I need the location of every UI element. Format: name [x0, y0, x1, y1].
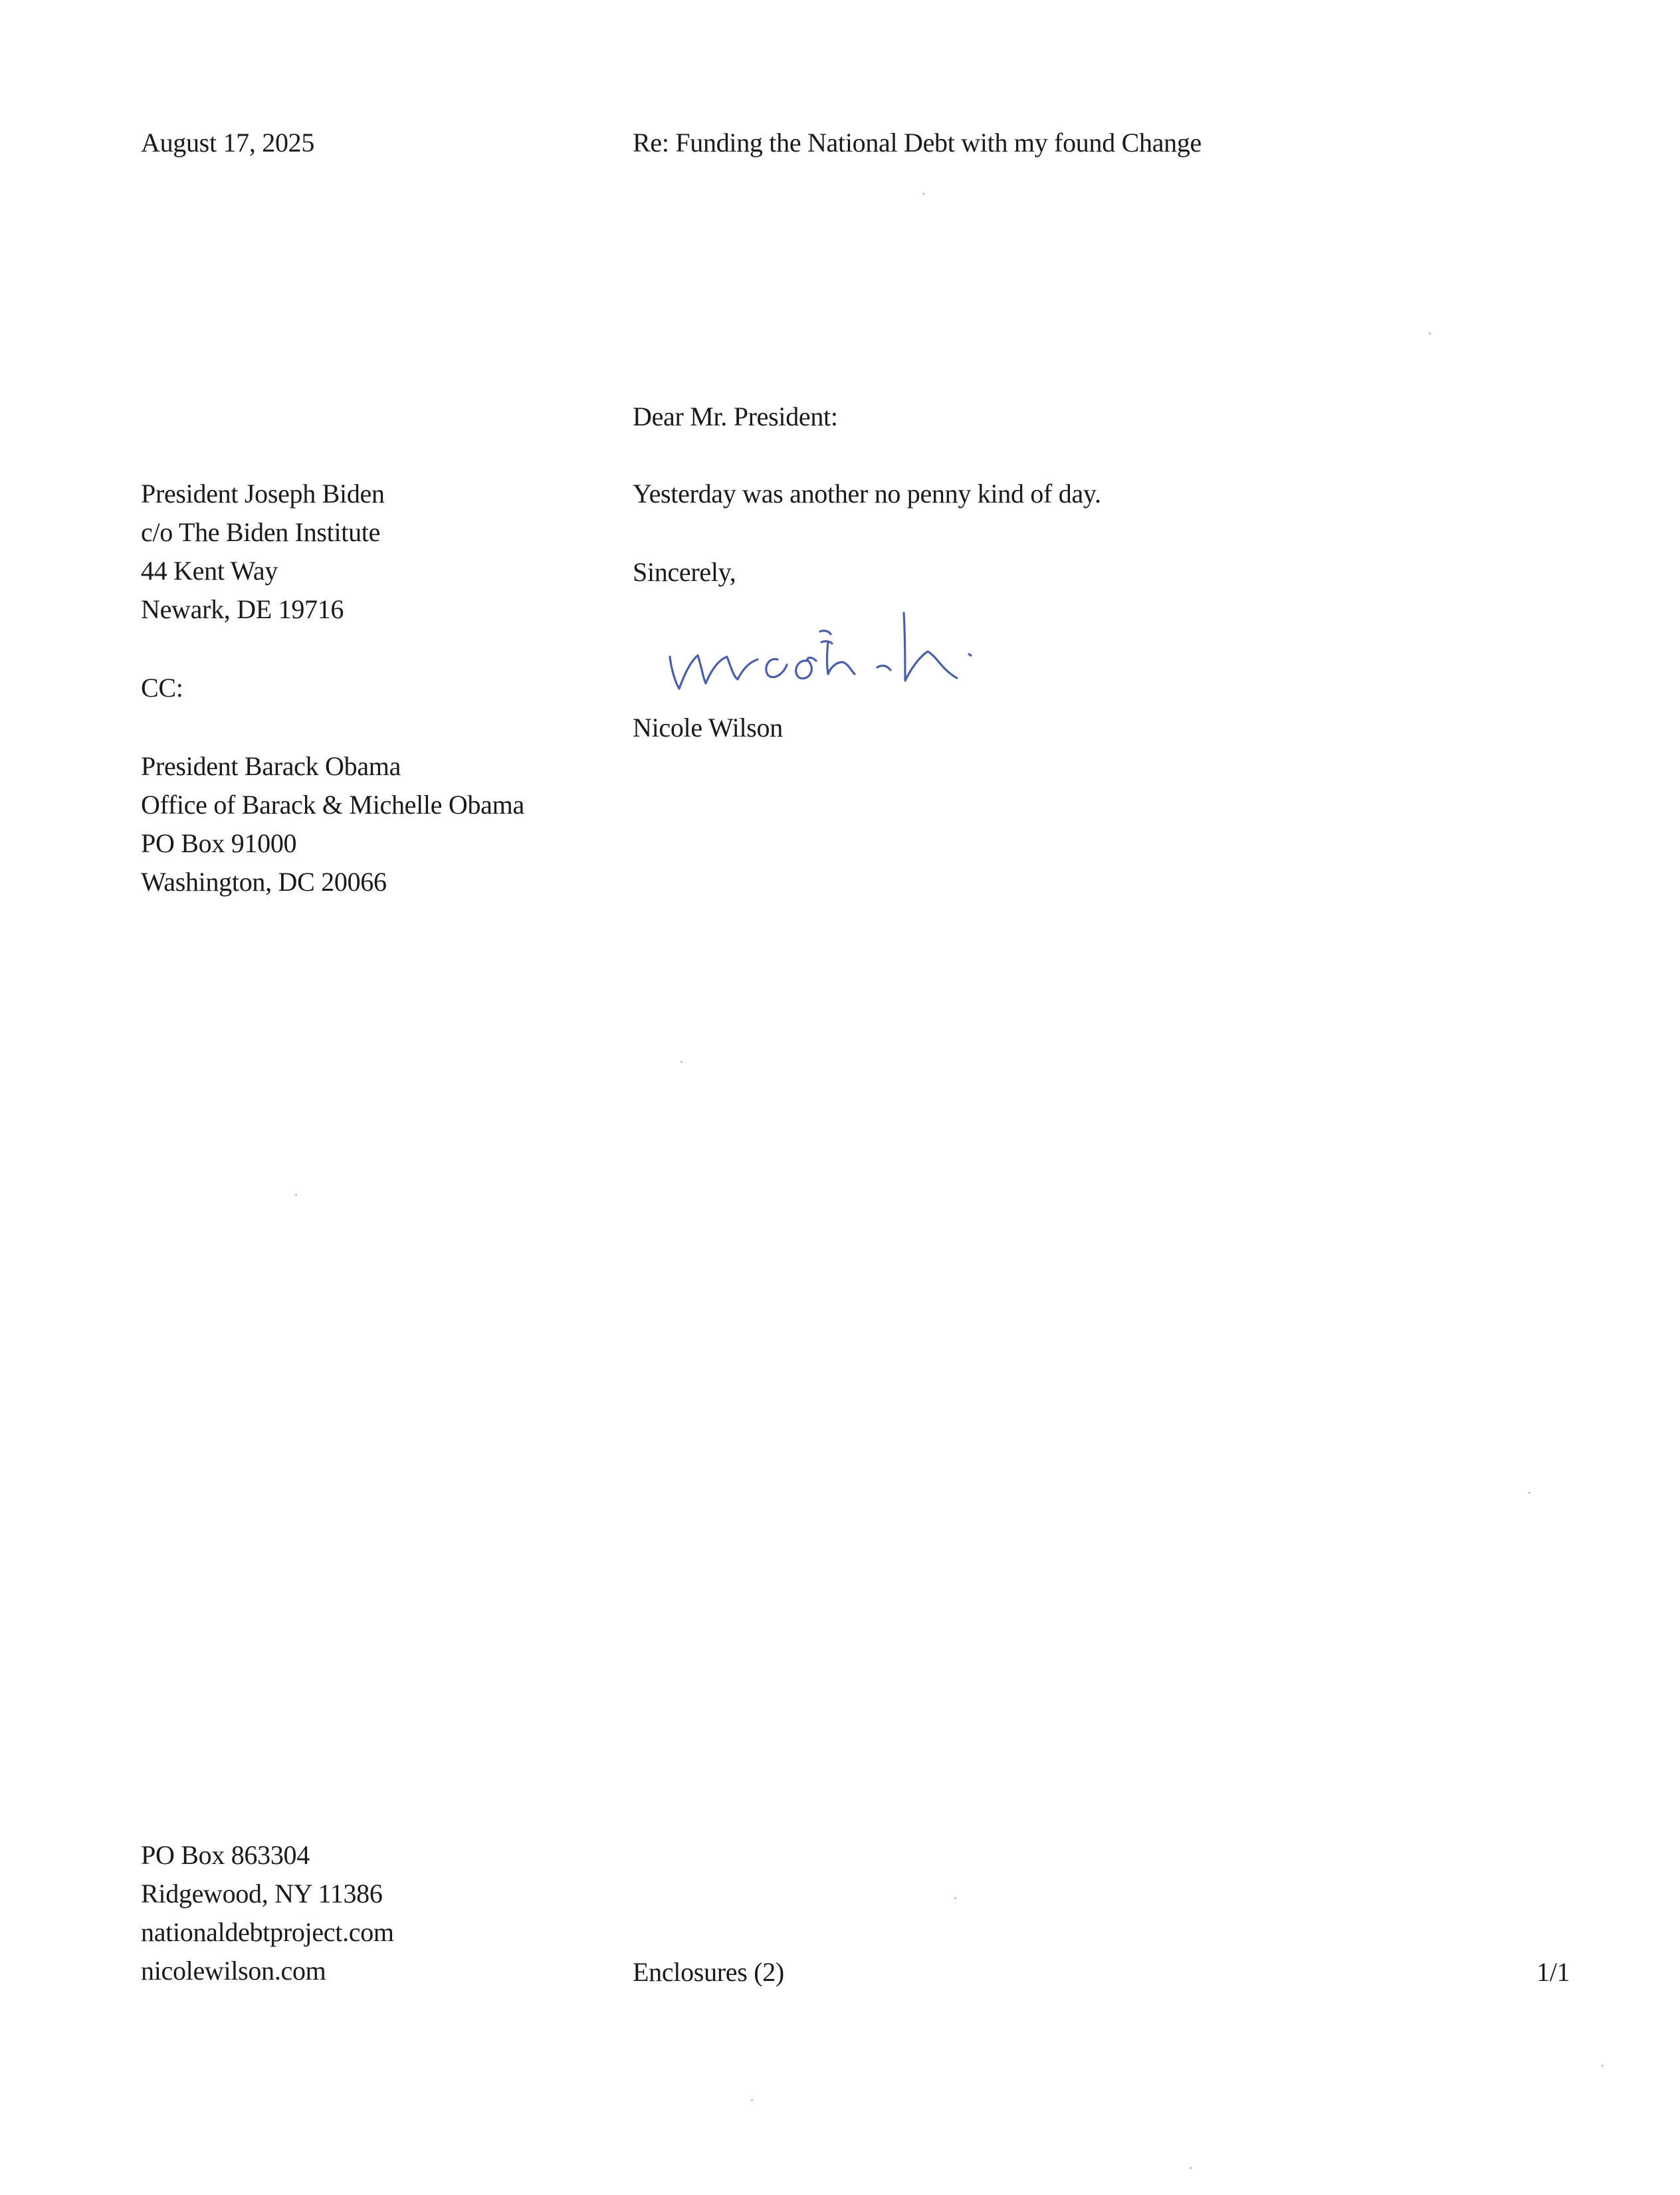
closing: Sincerely, [633, 557, 736, 587]
recipient-address [141, 475, 385, 629]
cc-po-box: PO Box 91000 [141, 828, 297, 858]
salutation: Dear Mr. President: [633, 402, 838, 431]
scan-speck [1429, 332, 1431, 334]
scan-speck [1602, 2065, 1604, 2067]
cc-name: President Barack Obama [141, 751, 401, 781]
recipient-city: Newark, DE 19716 [141, 594, 344, 624]
signature-strokes [670, 613, 971, 689]
scan-speck [1190, 2167, 1192, 2169]
enclosures-note: Enclosures (2) [633, 1957, 784, 1987]
sender-address [141, 1836, 394, 1990]
subject-line: Re: Funding the National Debt with my found Change [633, 128, 1202, 158]
scan-speck [954, 1897, 956, 1899]
sender-po-box: PO Box 863304 [141, 1840, 310, 1870]
letter-date: August 17, 2025 [141, 128, 315, 158]
recipient-street: 44 Kent Way [141, 556, 278, 586]
scan-speck [295, 1194, 297, 1196]
scan-speck [922, 193, 924, 195]
scan-speck [681, 1061, 682, 1063]
recipient-name: President Joseph Biden [141, 479, 385, 509]
handwritten-signature [665, 596, 984, 702]
sender-website-personal: nicolewilson.com [141, 1956, 326, 1986]
sender-city: Ridgewood, NY 11386 [141, 1879, 383, 1908]
sender-website-project: nationaldebtproject.com [141, 1917, 394, 1947]
scan-speck [1528, 1492, 1530, 1494]
signer-name: Nicole Wilson [633, 713, 783, 743]
recipient-organization: c/o The Biden Institute [141, 517, 381, 547]
cc-label: CC: [141, 673, 183, 703]
cc-city: Washington, DC 20066 [141, 867, 387, 897]
page-number: 1/1 [1536, 1957, 1570, 1987]
cc-organization: Office of Barack & Michelle Obama [141, 790, 524, 820]
letter-body: Yesterday was another no penny kind of day. [633, 479, 1101, 509]
cc-address [141, 747, 524, 901]
scan-speck [751, 2099, 753, 2101]
